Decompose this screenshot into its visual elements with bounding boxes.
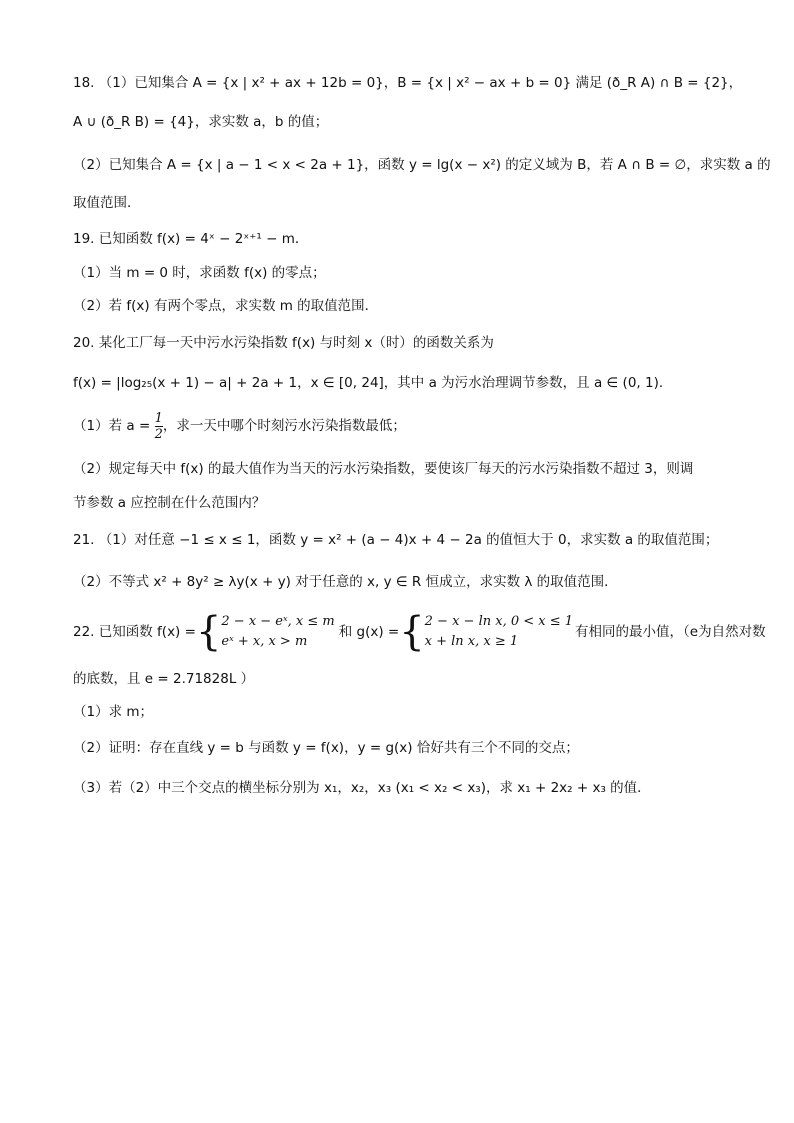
q18-line1: 18. （1）已知集合 A = {x | x² + ax + 12b = 0}，B = {x | x² − ax + b = 0} 满足 (ð_R A) ∩ B = {2}， xyxy=(73,75,743,91)
g-row2: x + ln x, x ≥ 1 xyxy=(424,634,519,649)
q20-line2: f(x) = |log₂₅(x + 1) − a| + 2a + 1，x ∈ [0, 24]，其中 a 为污水治理调节参数，且 a ∈ (0, 1)． xyxy=(73,375,673,391)
fraction-numerator: 1 xyxy=(154,410,163,426)
q19-line2: （1）当 m = 0 时，求函数 f(x) 的零点； xyxy=(73,265,326,281)
left-brace-icon: { xyxy=(195,609,222,655)
q22-pre: 22. 已知函数 f(x) = xyxy=(73,624,196,640)
q22-line2: 的底数，且 e = 2.71828L ） xyxy=(73,671,255,687)
q20-line3-pre: （1）若 a = xyxy=(73,418,155,434)
q20-line4: （2）规定每天中 f(x) 的最大值作为当天的污水污染指数，要使该厂每天的污水污染指数不超过 3，则调 xyxy=(73,461,694,477)
fraction-denominator: 2 xyxy=(154,426,163,442)
fraction-one-half xyxy=(155,411,163,442)
q21-line1: 21. （1）对任意 −1 ≤ x ≤ 1，函数 y = x² + (a − 4)x + 4 − 2a 的值恒大于 0，求实数 a 的取值范围； xyxy=(73,532,719,548)
g-row1: 2 − x − ln x, 0 < x ≤ 1 xyxy=(424,614,574,629)
q20-line3-post: ，求一天中哪个时刻污水污染指数最低； xyxy=(162,418,406,434)
q20-line3 xyxy=(73,409,406,443)
q21-line2: （2）不等式 x² + 8y² ≥ λy(x + y) 对于任意的 x, y ∈ R 恒成立，求实数 λ 的取值范围． xyxy=(73,574,618,590)
q20-line1: 20. 某化工厂每一天中污水污染指数 f(x) 与时刻 x（时）的函数关系为 xyxy=(73,335,494,351)
left-brace-icon: { xyxy=(399,609,425,655)
q22-line4: （2）证明：存在直线 y = b 与函数 y = f(x)，y = g(x) 恰好共有三个不同的交点； xyxy=(73,740,579,756)
q19-line3: （2）若 f(x) 有两个零点，求实数 m 的取值范围． xyxy=(73,298,379,314)
q22-line3: （1）求 m； xyxy=(73,704,154,720)
q18-line4: 取值范围． xyxy=(73,195,141,211)
q18-line2: A ∪ (ð_R B) = {4}，求实数 a，b 的值； xyxy=(73,114,329,130)
f-row1: 2 − x − eˣ, x ≤ m xyxy=(221,614,335,629)
q22-post: 有相同的最小值，（e为自然对数 xyxy=(575,624,766,640)
q20-line5: 节参数 a 应控制在什么范围内？ xyxy=(73,495,266,511)
q22-line1 xyxy=(73,608,766,656)
piecewise-f xyxy=(195,609,335,655)
f-row2: eˣ + x, x > m xyxy=(221,634,308,649)
q18-line3: （2）已知集合 A = {x | a − 1 < x < 2a + 1}，函数 y = lg(x − x²) 的定义域为 B，若 A ∩ B = ∅，求实数 a 的 xyxy=(73,157,771,173)
q22-mid: 和 g(x) = xyxy=(338,624,400,640)
piecewise-g xyxy=(399,609,574,655)
q22-line5: （3）若（2）中三个交点的横坐标分别为 x₁，x₂，x₃ (x₁ < x₂ < x₃)，求 x₁ + 2x₂ + x₃ 的值． xyxy=(73,780,651,796)
q19-line1: 19. 已知函数 f(x) = 4ˣ − 2ˣ⁺¹ − m． xyxy=(73,231,309,247)
